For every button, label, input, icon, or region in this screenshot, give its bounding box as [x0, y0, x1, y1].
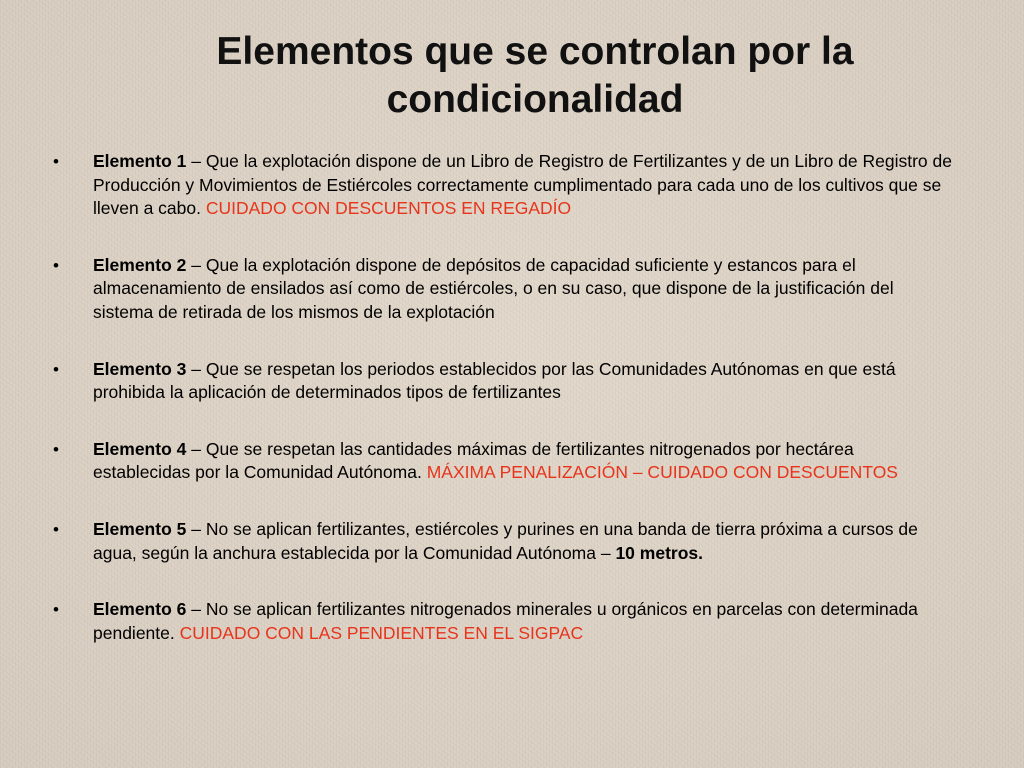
- element-label: Elemento 5: [93, 518, 187, 539]
- element-description: – No se aplican fertilizantes nitrogenados minerales u orgánicos en parcelas con determinada pendiente.: [93, 599, 918, 643]
- slide-title: Elementos que se controlan por la condicionalidad: [216, 30, 854, 121]
- bullet-icon: •: [53, 600, 59, 620]
- element-description: – Que se respetan las cantidades máximas de fertilizantes nitrogenados por hectárea establecidas por la Comunidad Autónoma.: [93, 438, 854, 483]
- list-item-elemento-6: [52, 598, 952, 645]
- warning-text: MÁXIMA PENALIZACIÓN – CUIDADO CON DESCUENTOS: [426, 462, 898, 483]
- warning-text: CUIDADO CON LAS PENDIENTES EN EL SIGPAC: [179, 622, 584, 643]
- warning-text: CUIDADO CON DESCUENTOS EN REGADÍO: [205, 198, 572, 219]
- bullet-icon: •: [53, 519, 59, 539]
- list-item-elemento-1: [52, 150, 952, 221]
- element-description: – No se aplican fertilizantes, estiércoles y purines en una banda de tierra próxima a cursos de agua, según la anchura establecida por la Comunidad Autónoma –: [93, 518, 918, 563]
- list-item-elemento-3: [52, 358, 952, 405]
- list-item-elemento-4: [52, 438, 952, 485]
- element-label: Elemento 6: [93, 599, 187, 620]
- list-item-elemento-2: [52, 254, 952, 325]
- element-label: Elemento 1: [93, 151, 187, 171]
- bullet-icon: •: [53, 255, 59, 275]
- bullet-list: [52, 150, 952, 678]
- element-label: Elemento 2: [93, 254, 187, 275]
- element-description: – Que la explotación dispone de un Libro de Registro de Fertilizantes y de un Libro de Registro de Producción y Movimientos de Estiércoles correctamente cumplimentado para cada uno de los cultivos que se lleven a cabo.: [93, 151, 952, 219]
- element-description: – Que se respetan los periodos establecidos por las Comunidades Autónomas en que está prohibida la aplicación de determinados tipos de fertilizantes: [93, 358, 896, 403]
- list-item-elemento-5: [52, 518, 952, 565]
- element-description: – Que la explotación dispone de depósitos de capacidad suficiente y estancos para el almacenamiento de ensilados así como de estiércoles, o en su caso, que dispone de la justificación del sistema de retirada de los mismos de la explotación: [93, 254, 894, 322]
- bullet-icon: •: [53, 152, 59, 171]
- sentence-end: .: [698, 542, 704, 563]
- bullet-icon: •: [53, 359, 59, 379]
- distance-emphasis: 10 metros: [615, 542, 699, 563]
- element-label: Elemento 4: [93, 438, 187, 459]
- bullet-icon: •: [53, 439, 59, 459]
- element-label: Elemento 3: [93, 358, 187, 379]
